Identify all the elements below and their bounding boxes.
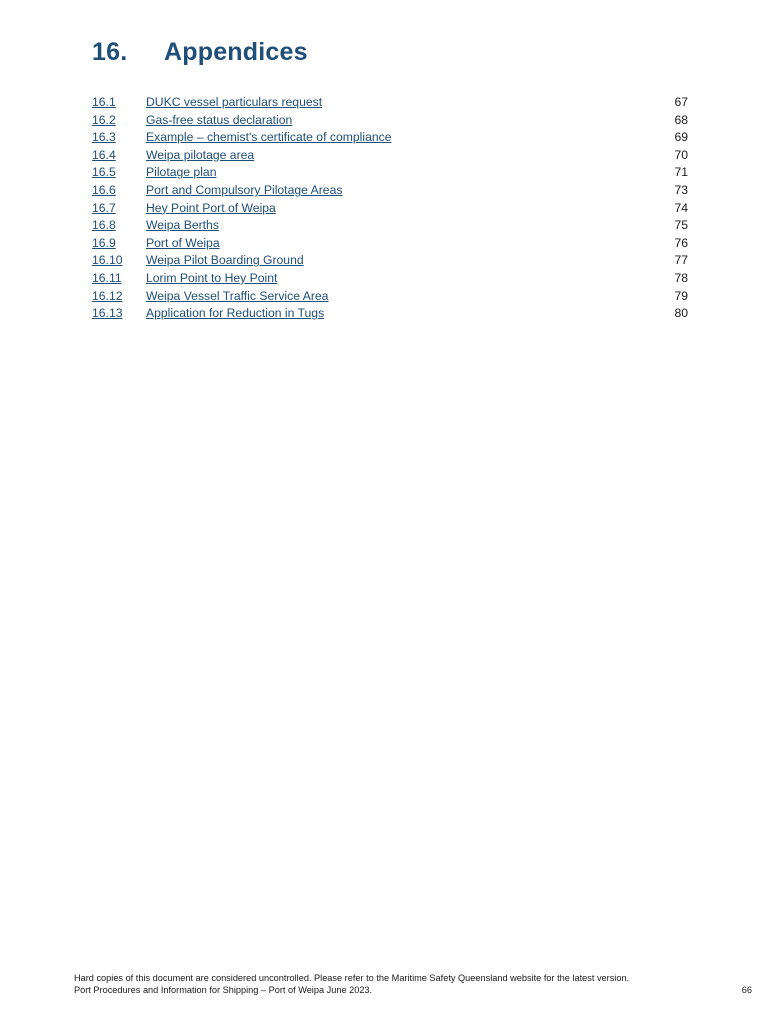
toc-section-link[interactable]: 16.6 bbox=[92, 182, 116, 197]
toc-page-number: 73 bbox=[674, 182, 688, 197]
toc-page-number: 75 bbox=[674, 218, 688, 233]
toc-page-number: 71 bbox=[674, 165, 688, 180]
toc-page-number: 67 bbox=[674, 95, 688, 109]
toc-row bbox=[92, 217, 688, 235]
toc-row bbox=[92, 94, 688, 112]
toc-title-link[interactable]: Weipa Vessel Traffic Service Area bbox=[146, 288, 329, 303]
toc-title-link[interactable]: Weipa Berths bbox=[146, 218, 219, 233]
toc-section-link[interactable]: 16.12 bbox=[92, 288, 123, 303]
toc-section-link[interactable]: 16.9 bbox=[92, 235, 116, 250]
toc-row bbox=[92, 288, 688, 306]
toc-page-number: 76 bbox=[674, 235, 688, 250]
toc-page-number: 70 bbox=[674, 147, 688, 162]
toc-section-link[interactable]: 16.7 bbox=[92, 200, 116, 215]
toc-title-link[interactable]: Gas-free status declaration bbox=[146, 112, 293, 127]
toc-title-link[interactable]: Application for Reduction in Tugs bbox=[146, 306, 325, 321]
toc-row bbox=[92, 270, 688, 288]
toc-title-link[interactable]: Port and Compulsory Pilotage Areas bbox=[146, 182, 343, 197]
toc-section-link[interactable]: 16.11 bbox=[92, 270, 122, 285]
toc-section-link[interactable]: 16.10 bbox=[92, 253, 123, 268]
toc-page-number: 68 bbox=[674, 112, 688, 127]
toc-title-link[interactable]: Hey Point Port of Weipa bbox=[146, 200, 276, 215]
footer-document-title: Port Procedures and Information for Shipping – Port of Weipa June 2023. bbox=[74, 985, 373, 995]
toc-section-link[interactable]: 16.1 bbox=[92, 95, 116, 109]
toc-title-link[interactable]: Weipa Pilot Boarding Ground bbox=[146, 253, 304, 268]
toc-title-link[interactable]: Example – chemist's certificate of compliance bbox=[146, 130, 392, 145]
section-number: 16. bbox=[92, 38, 128, 66]
toc-page-number: 78 bbox=[674, 270, 688, 285]
toc-title-link[interactable]: Pilotage plan bbox=[146, 165, 217, 180]
footer-disclaimer: Hard copies of this document are considered uncontrolled. Please refer to the Maritime Safety Queensland website for the latest version. bbox=[74, 973, 630, 983]
toc-section-link[interactable]: 16.8 bbox=[92, 218, 116, 233]
toc-page-number: 74 bbox=[674, 200, 688, 215]
toc-title-link[interactable]: Weipa pilotage area bbox=[146, 147, 255, 162]
toc-section-link[interactable]: 16.5 bbox=[92, 165, 116, 180]
toc-title-link[interactable]: Lorim Point to Hey Point bbox=[146, 270, 278, 285]
toc-title-link[interactable]: DUKC vessel particulars request bbox=[146, 95, 323, 109]
toc-row bbox=[92, 129, 688, 147]
toc-page-number: 80 bbox=[674, 306, 688, 321]
page-footer bbox=[74, 972, 629, 996]
toc-section-link[interactable]: 16.13 bbox=[92, 306, 123, 321]
table-of-contents bbox=[92, 94, 688, 323]
toc-page-number: 79 bbox=[674, 288, 688, 303]
toc-row bbox=[92, 112, 688, 130]
toc-row bbox=[92, 235, 688, 253]
toc-title-link[interactable]: Port of Weipa bbox=[146, 235, 220, 250]
section-title: Appendices bbox=[164, 38, 308, 66]
toc-row bbox=[92, 305, 688, 323]
page-number: 66 bbox=[741, 985, 752, 995]
toc-row bbox=[92, 252, 688, 270]
toc-row bbox=[92, 182, 688, 200]
toc-row bbox=[92, 147, 688, 165]
toc-section-link[interactable]: 16.2 bbox=[92, 112, 116, 127]
page-title bbox=[92, 38, 308, 67]
toc-page-number: 77 bbox=[674, 253, 688, 268]
toc-section-link[interactable]: 16.3 bbox=[92, 130, 116, 145]
toc-page-number: 69 bbox=[674, 130, 688, 145]
toc-section-link[interactable]: 16.4 bbox=[92, 147, 116, 162]
toc-row bbox=[92, 200, 688, 218]
toc-row bbox=[92, 164, 688, 182]
